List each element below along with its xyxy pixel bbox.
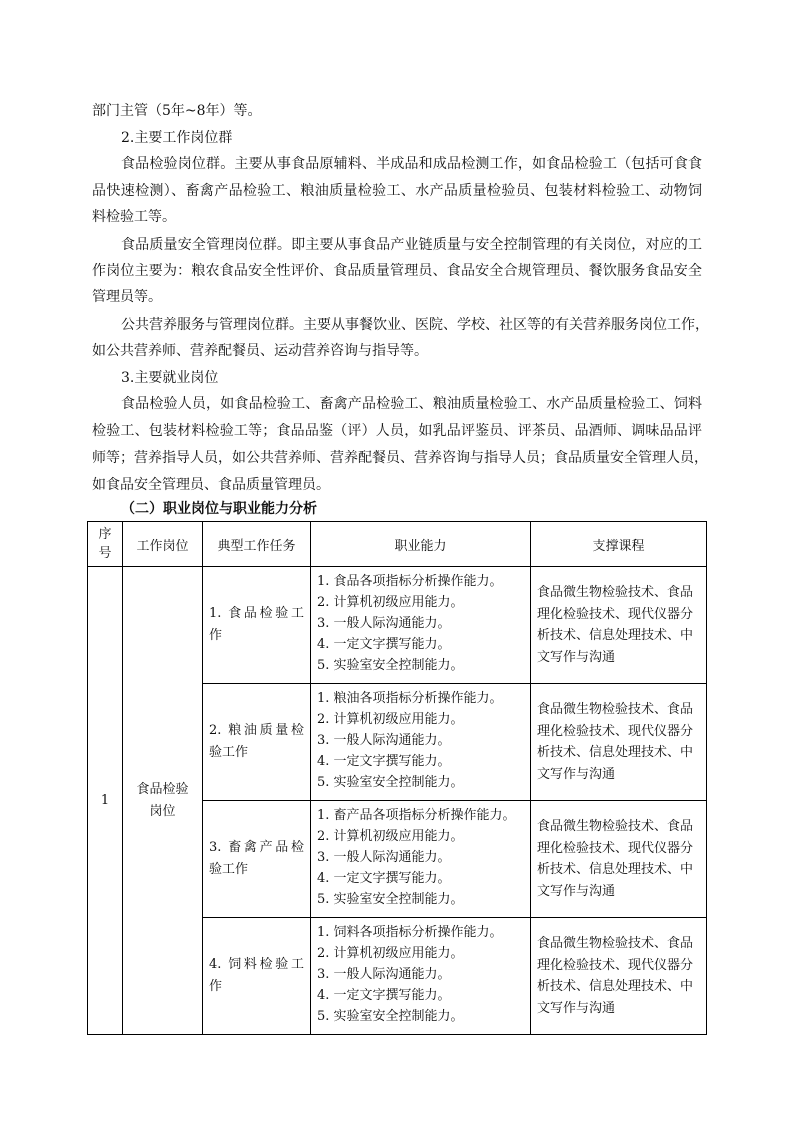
row-index: 1 (88, 567, 123, 1035)
course-cell: 食品微生物检验技术、食品 理化检验技术、现代仪器分 析技术、信息处理技术、中 文写作与沟通 (531, 567, 707, 684)
text-line: 公共营养服务与管理岗位群。主要从事餐饮业、医院、学校、社区等的有关营养服务岗位工作， (121, 317, 709, 333)
ability-item: 4. 一定文字撰写能力。 (317, 988, 451, 1003)
ability-item: 5. 实验室安全控制能力。 (317, 892, 464, 907)
table-row (88, 567, 707, 684)
ability-item: 4. 一定文字撰写能力。 (317, 754, 451, 769)
subheading-employment-posts: 3.主要就业岗位 (121, 370, 219, 386)
ability-item: 1. 饲料各项指标分析操作能力。 (317, 925, 503, 940)
header-course: 支撑课程 (531, 522, 707, 567)
ability-item: 2. 计算机初级应用能力。 (317, 946, 464, 961)
text-line: 品快速检测）、畜禽产品检验工、粮油质量检验工、水产品质量检验员、包装材料检验工、动物饲 (92, 183, 702, 199)
ability-item: 3. 一般人际沟通能力。 (317, 616, 451, 631)
text-line: 食品检验人员，如食品检验工、畜禽产品检验工、粮油质量检验工、水产品质量检验工、饲料 (121, 396, 702, 412)
header-task: 典型工作任务 (203, 522, 311, 567)
text-line: 如食品安全管理员、食品质量管理员。 (92, 477, 330, 493)
text-line: 如公共营养师、营养配餐员、运动营养咨询与指导等。 (92, 343, 428, 359)
ability-item: 5. 实验室安全控制能力。 (317, 775, 464, 790)
ability-item: 4. 一定文字撰写能力。 (317, 871, 451, 886)
table-header-row (88, 522, 707, 567)
job-ability-table (87, 521, 707, 1035)
subheading-main-posts: 2.主要工作岗位群 (121, 130, 233, 146)
ability-item: 5. 实验室安全控制能力。 (317, 658, 464, 673)
task-cell: 2. 粮油质量检 验工作 (203, 684, 311, 801)
ability-cell (311, 684, 531, 801)
header-index: 序 号 (88, 522, 123, 567)
task-cell: 1. 食品检验工 作 (203, 567, 311, 684)
section-title: （二）职业岗位与职业能力分析 (121, 501, 317, 517)
header-ability: 职业能力 (311, 522, 531, 567)
text-line: 管理员等。 (92, 289, 162, 305)
ability-item: 1. 粮油各项指标分析操作能力。 (317, 691, 503, 706)
ability-item: 1. 畜产品各项指标分析操作能力。 (317, 808, 516, 823)
work-post: 食品检验 岗位 (123, 567, 203, 1035)
ability-item: 3. 一般人际沟通能力。 (317, 967, 451, 982)
text-line: 检验工、包装材料检验工等；食品品鉴（评）人员，如乳品评鉴员、评茶员、品酒师、调味品品评 (92, 423, 702, 439)
ability-cell (311, 567, 531, 684)
ability-item: 2. 计算机初级应用能力。 (317, 595, 464, 610)
ability-item: 3. 一般人际沟通能力。 (317, 733, 451, 748)
task-cell: 3. 畜禽产品检 验工作 (203, 801, 311, 918)
text-line: 师等；营养指导人员，如公共营养师、营养配餐员、营养咨询与指导人员；食品质量安全管理人员， (92, 450, 708, 466)
task-cell: 4. 饲料检验工 作 (203, 918, 311, 1035)
text-line: 部门主管（5年~8年）等。 (92, 103, 262, 119)
ability-item: 3. 一般人际沟通能力。 (317, 850, 451, 865)
ability-item: 2. 计算机初级应用能力。 (317, 712, 464, 727)
ability-cell (311, 801, 531, 918)
text-line: 食品质量安全管理岗位群。即主要从事食品产业链质量与安全控制管理的有关岗位，对应的工 (121, 237, 702, 253)
ability-item: 1. 食品各项指标分析操作能力。 (317, 574, 503, 589)
course-cell: 食品微生物检验技术、食品 理化检验技术、现代仪器分 析技术、信息处理技术、中 文写作与沟通 (531, 684, 707, 801)
course-cell: 食品微生物检验技术、食品 理化检验技术、现代仪器分 析技术、信息处理技术、中 文写作与沟通 (531, 918, 707, 1035)
course-cell: 食品微生物检验技术、食品 理化检验技术、现代仪器分 析技术、信息处理技术、中 文写作与沟通 (531, 801, 707, 918)
ability-cell (311, 918, 531, 1035)
header-post: 工作岗位 (123, 522, 203, 567)
text-line: 食品检验岗位群。主要从事食品原辅料、半成品和成品检测工作，如食品检验工（包括可食食 (121, 156, 702, 172)
ability-item: 4. 一定文字撰写能力。 (317, 637, 451, 652)
text-line: 作岗位主要为：粮农食品安全性评价、食品质量管理员、食品安全合规管理员、餐饮服务食品安全 (92, 263, 702, 279)
ability-item: 5. 实验室安全控制能力。 (317, 1009, 464, 1024)
text-line: 料检验工等。 (92, 209, 176, 225)
ability-item: 2. 计算机初级应用能力。 (317, 829, 464, 844)
